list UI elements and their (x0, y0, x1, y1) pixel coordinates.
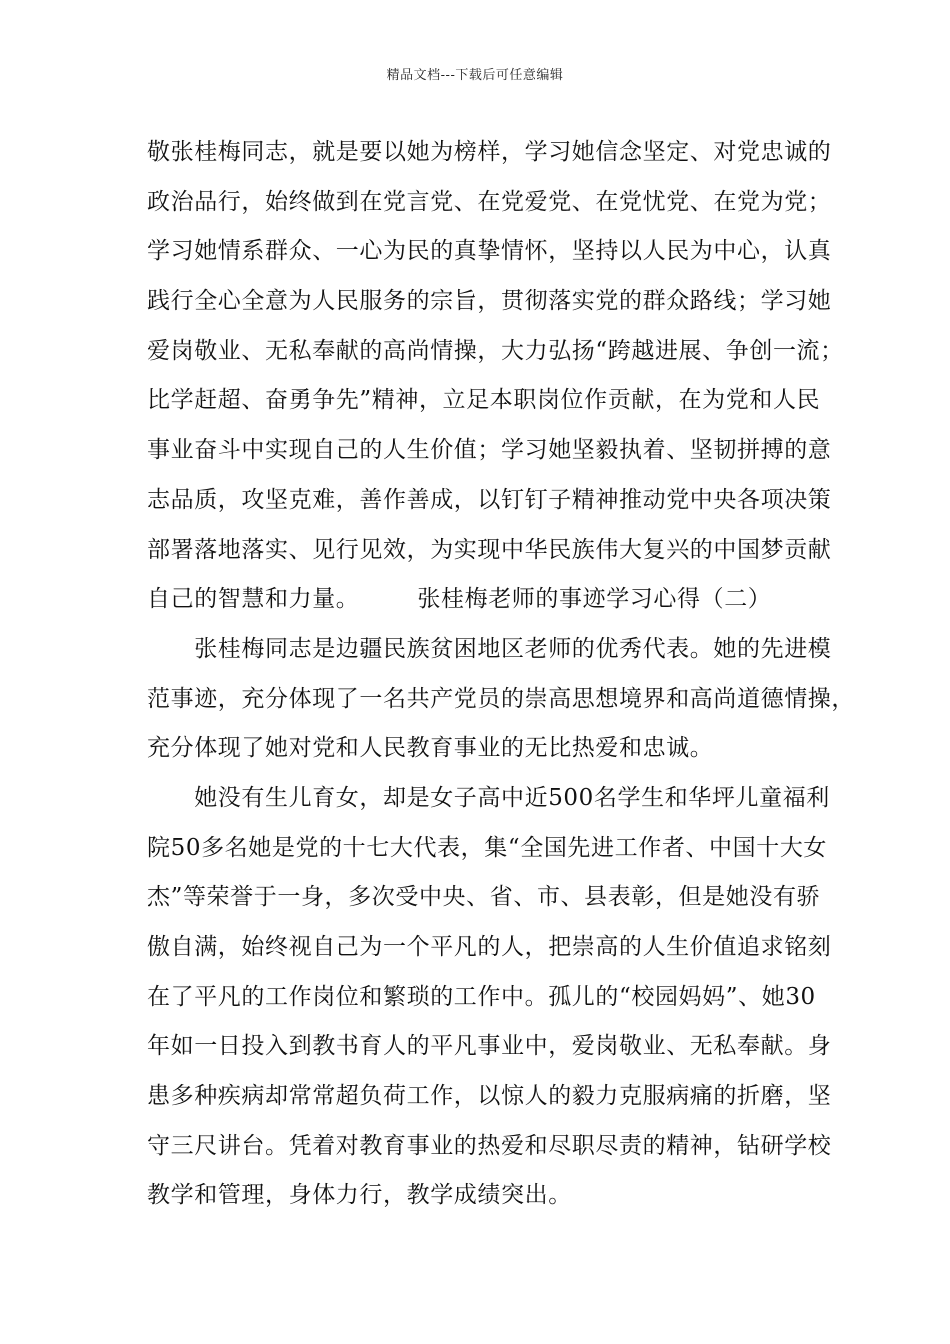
text-line: 志品质，攻坚克难，善作善成，以钉钉子精神推动党中央各项决策 (147, 486, 832, 513)
text-line: 敬张桂梅同志，就是要以她为榜样，学习她信念坚定、对党忠诚的 (147, 139, 832, 165)
text-line: 杰”等荣誉于一身，多次受中央、省、市、县表彰，但是她没有骄 (147, 884, 821, 911)
text-line: 患多种疾病却常常超负荷工作，以惊人的毅力克服病痛的折磨，坚 (147, 1083, 832, 1110)
text-line: 守三尺讲台。凭着对教育事业的热爱和尽职尽责的精神，钻研学校 (147, 1132, 832, 1159)
text-line: 学习她情系群众、一心为民的真挚情怀，坚持以人民为中心，认真 (147, 238, 832, 265)
text-line: 爱岗敬业、无私奉献的高尚情操，大力弘扬“跨越进展、争创一流； (147, 337, 844, 364)
text-line: 自己的智慧和力量。 (147, 586, 360, 613)
text-line: 她没有生儿育女，却是女子高中近500名学生和华坪儿童福利 (147, 784, 830, 811)
page-header: 精品文档---下载后可任意编辑 (386, 68, 564, 83)
document-body (147, 128, 855, 1221)
text-line: 教学和管理，身体力行，教学成绩突出。 (147, 1182, 572, 1209)
text-line: 傲自满，始终视自己为一个平凡的人，把崇高的人生价值追求铭刻 (147, 934, 832, 960)
text-line: 政治品行，始终做到在党言党、在党爱党、在党忧党、在党为党； (147, 188, 832, 215)
text-line: 比学赶超、奋勇争先”精神，立足本职岗位作贡献，在为党和人民 (147, 387, 821, 414)
section-heading: 张桂梅老师的事迹学习心得（二） (417, 586, 772, 613)
text-line: 在了平凡的工作岗位和繁琐的工作中。孤儿的“校园妈妈”、她30 (147, 983, 816, 1010)
text-line: 范事迹，充分体现了一名共产党员的崇高思想境界和高尚道德情操， (147, 685, 855, 712)
text-line: 张桂梅同志是边疆民族贫困地区老师的优秀代表。她的先进模 (147, 635, 832, 662)
text-line: 部署落地落实、见行见效，为实现中华民族伟大复兴的中国梦贡献 (147, 536, 832, 563)
text-line: 践行全心全意为人民服务的宗旨，贯彻落实党的群众路线；学习她 (147, 288, 832, 315)
text-line: 院50多名她是党的十七大代表，集“全国先进工作者、中国十大女 (147, 834, 828, 861)
text-line: 事业奋斗中实现自己的人生价值；学习她坚毅执着、坚韧拼搏的意 (147, 437, 832, 464)
text-line: 年如一日投入到教书育人的平凡事业中，爱岗敬业、无私奉献。身 (147, 1033, 832, 1060)
text-line-with-heading (147, 575, 827, 625)
text-line: 充分体现了她对党和人民教育事业的无比热爱和忠诚。 (147, 735, 714, 762)
